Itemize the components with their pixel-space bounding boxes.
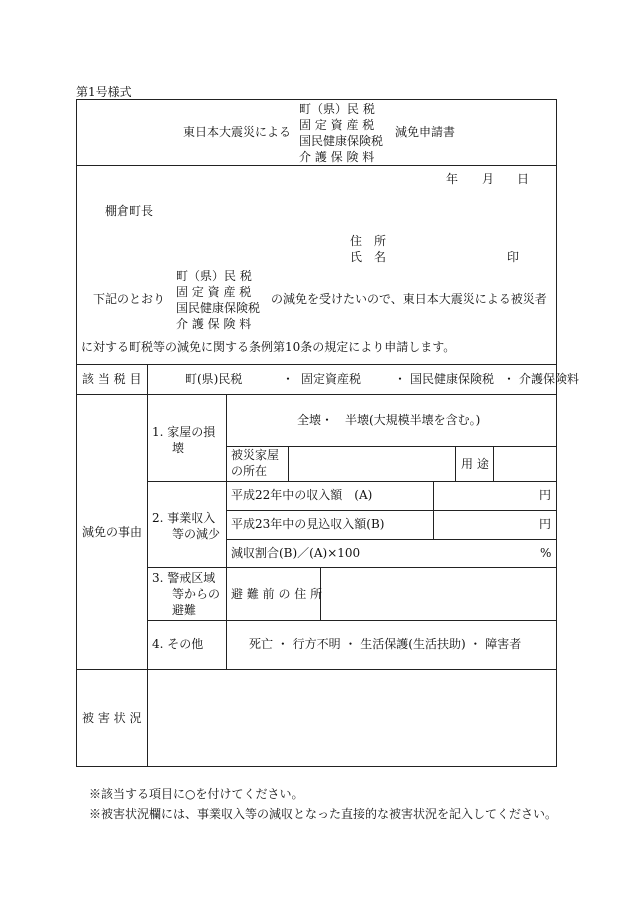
form-number: 第1号様式 [76,85,132,99]
house-use-field[interactable] [494,447,556,480]
house-use-label: 用 途 [461,457,489,471]
statement-tax-item: 町（県）民 税 [176,269,252,283]
statement-lead: 下記のとおり [93,292,166,306]
seal-mark: 印 [507,250,520,264]
statement-tail: の減免を受けたいので、東日本大震災による被災者 [271,292,547,306]
income-2010-field[interactable] [434,482,534,509]
house-damage-label: 1. 家屋の損 壊 [152,425,216,455]
address-label: 住 所 [350,234,387,248]
house-location-field[interactable] [289,447,454,480]
tax-option[interactable]: 国民健康保険税 [410,372,495,386]
evacuation-label: 3. 警戒区域 等からの 避難 [152,571,221,617]
statement-line2: に対する町税等の減免に関する条例第10条の規定により申請します。 [81,340,456,354]
house-location-label: 被災家屋 の所在 [231,448,280,478]
income-2011-label: 平成23年中の見込収入額(B) [231,517,385,531]
title-tax-list [299,101,383,165]
tax-option[interactable]: 町(県)民税 [185,372,243,386]
income-2011-field[interactable] [434,511,534,538]
separator-dot: ・ [503,372,516,386]
date-year-label: 年 [446,172,459,186]
damage-status-label: 被 害 状 況 [82,711,142,725]
separator-dot: ・ [282,372,295,386]
percent-unit: % [540,546,552,560]
title-tax-item: 国民健康保険税 [299,134,384,148]
title-tax-item: 町（県）民 税 [299,102,375,116]
tax-option[interactable]: 固定資産税 [301,372,362,386]
reason-label: 減免の事由 [82,525,143,539]
statement-tax-item: 介 護 保 険 料 [176,317,252,331]
title-tax-item: 介 護 保 険 料 [299,150,375,164]
application-box [76,165,557,365]
statement-tax-item: 国民健康保険税 [176,301,261,315]
tax-item-label: 該 当 税 目 [82,372,142,386]
yen-unit: 円 [539,488,552,502]
date-day-label: 日 [517,172,530,186]
title-tax-item: 固 定 資 産 税 [299,118,375,132]
addressee: 棚倉町長 [105,204,154,218]
income-decrease-label: 2. 事業収入 等の減少 [152,511,221,541]
statement-tax-item: 固 定 資 産 税 [176,285,252,299]
tax-option[interactable]: 介護保険料 [519,372,580,386]
yen-unit: 円 [539,517,552,531]
other-label: 4. その他 [152,637,204,651]
other-options[interactable]: 死亡 ・ 行方不明 ・ 生活保護(生活扶助) ・ 障害者 [249,637,522,651]
separator-dot: ・ [394,372,407,386]
date-month-label: 月 [482,172,495,186]
income-2010-label: 平成22年中の収入額 (A) [231,488,373,502]
house-damage-options[interactable]: 全壊・ 半壊(大規模半壊を含む。) [297,413,481,427]
reduction-ratio-label: 減収割合(B)／(A)×100 [231,546,361,560]
name-label: 氏 名 [350,250,387,264]
statement-tax-list [176,268,260,332]
evacuation-address-field[interactable] [321,568,556,619]
damage-status-field[interactable] [148,670,556,766]
note: ※該当する項目に○を付けてください。 [89,787,304,801]
title-suffix: 減免申請書 [395,125,456,139]
reduction-ratio-field[interactable] [360,540,535,566]
title-prefix: 東日本大震災による [183,125,292,139]
evacuation-address-label: 避 難 前 の 住 所 [231,587,323,601]
note: ※被害状況欄には、事業収入等の減収となった直接的な被害状況を記入してください。 [89,807,558,821]
